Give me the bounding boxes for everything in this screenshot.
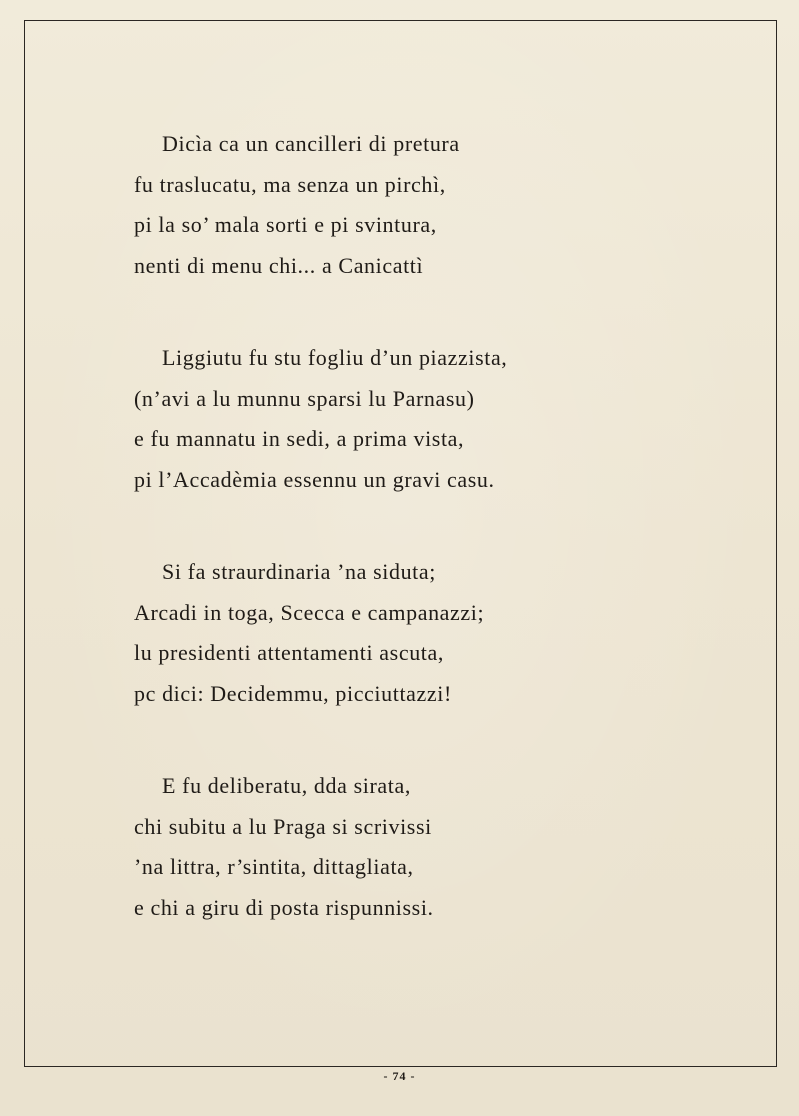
poem-line: Dicìa ca un cancilleri di pretura — [162, 131, 460, 156]
frame-bottom-rule — [24, 1066, 777, 1067]
poem-text — [134, 124, 694, 980]
poem-line: pc dici: Decidemmu, picciuttazzi! — [134, 680, 452, 706]
stanza-4 — [134, 766, 694, 928]
poem-line: nenti di menu chi... a Canicattì — [134, 252, 424, 278]
stanza-3 — [134, 552, 694, 714]
poem-line: chi subitu a lu Praga si scrivissi — [134, 813, 432, 839]
page-number: - 74 - — [383, 1069, 416, 1083]
poem-line: Liggiutu fu stu fogliu d’un piazzista, — [162, 345, 508, 370]
poem-line: fu traslucatu, ma senza un pirchì, — [134, 171, 446, 197]
frame-left-rule — [24, 20, 25, 1066]
poem-line: lu presidenti attentamenti ascuta, — [134, 640, 444, 665]
stanza-1 — [134, 124, 694, 286]
poem-line: ’na littra, r’sintita, dittagliata, — [134, 854, 414, 879]
poem-line: e fu mannatu in sedi, a prima vista, — [134, 426, 465, 451]
poem-line: Si fa straurdinaria ’na siduta; — [162, 559, 436, 584]
frame-top-rule — [24, 20, 776, 21]
poem-line: E fu deliberatu, dda sirata, — [162, 773, 411, 798]
poem-line: (n’avi a lu munnu sparsi lu Parnasu) — [134, 385, 475, 411]
poem-line: pi la so’ mala sorti e pi svintura, — [134, 212, 437, 237]
stanza-2 — [134, 338, 694, 500]
frame-right-rule — [776, 20, 777, 1066]
poem-line: e chi a giru di posta rispunnissi. — [134, 894, 434, 920]
poem-line: pi l’Accadèmia essennu un gravi casu. — [134, 466, 495, 492]
poem-line: Arcadi in toga, Scecca e campanazzi; — [134, 599, 485, 625]
